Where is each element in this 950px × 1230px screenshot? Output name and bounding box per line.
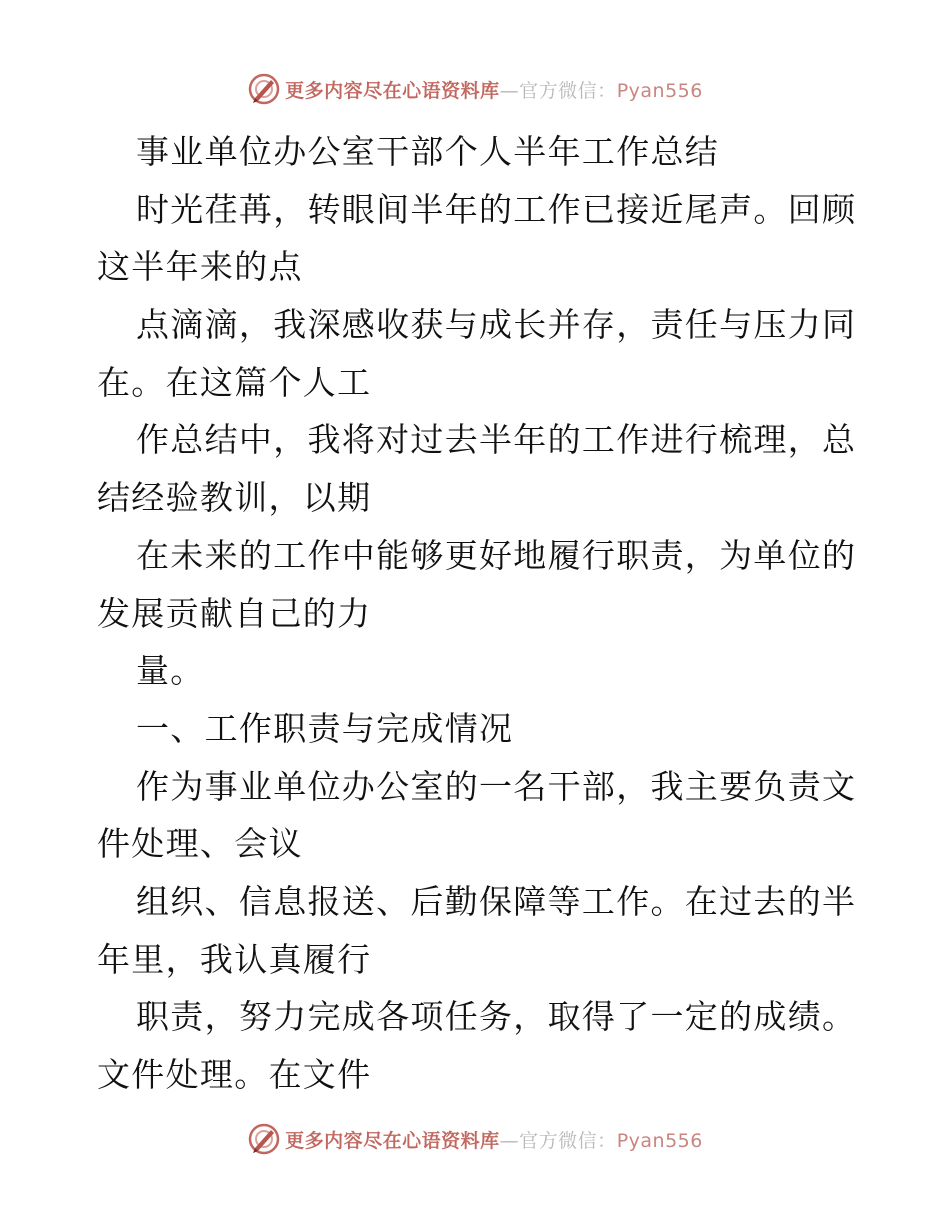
text-line: 发展贡献自己的力 [97,593,372,633]
header-watermark [0,72,950,106]
text-line: 件处理、会议 [97,824,303,864]
watermark-brand: 更多内容尽在心语资料库 [285,1129,500,1152]
document-title: 事业单位办公室干部个人半年工作总结 [136,132,720,171]
text-line: 结经验教训，以期 [97,478,372,518]
text-line: 量。 [136,651,205,691]
text-line: 作总结中，我将对过去半年的工作进行梳理，总 [136,420,857,460]
watermark-dash: — [499,1129,520,1152]
watermark-wechat-id: Pyan556 [616,79,703,102]
watermark-official: 官方微信： [519,1129,617,1152]
text-line: 这半年来的点 [97,247,303,287]
document-body [97,123,867,1104]
watermark-text [285,1126,703,1153]
text-line: 职责，努力完成各项任务，取得了一定的成绩。 [136,997,857,1037]
watermark-official: 官方微信： [519,79,617,102]
footer-watermark [0,1122,950,1156]
watermark-wechat-id: Pyan556 [616,1129,703,1152]
text-line: 时光荏苒，转眼间半年的工作已接近尾声。回顾 [136,189,857,229]
pen-logo-icon [247,72,281,106]
text-line: 文件处理。在文件 [97,1055,372,1094]
text-line: 在。在这篇个人工 [97,362,372,402]
text-line: 点滴滴，我深感收获与成长并存，责任与压力同 [136,305,857,345]
text-line: 组织、信息报送、后勤保障等工作。在过去的半 [136,881,857,921]
text-line: 作为事业单位办公室的一名干部，我主要负责文 [136,766,857,806]
watermark-text [285,76,703,103]
watermark-dash: — [499,79,520,102]
watermark-brand: 更多内容尽在心语资料库 [285,79,500,102]
section-heading: 一、工作职责与完成情况 [136,708,514,748]
text-line: 年里，我认真履行 [97,939,372,979]
text-line: 在未来的工作中能够更好地履行职责，为单位的 [136,535,857,575]
pen-logo-icon [247,1122,281,1156]
